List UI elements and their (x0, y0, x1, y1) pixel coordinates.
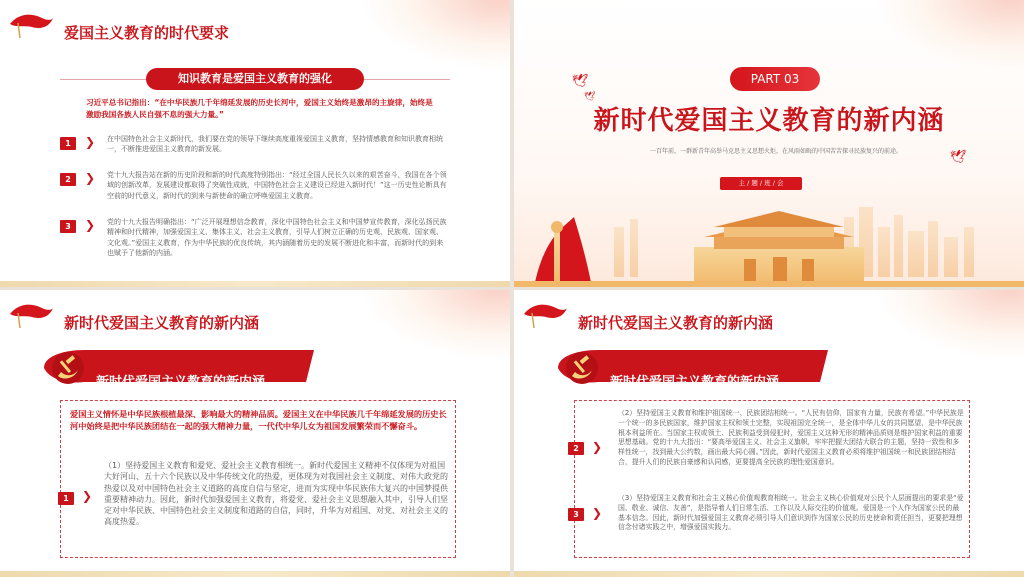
bottom-band (0, 281, 510, 287)
slide-title: 新时代爱国主义教育的新内涵 (64, 314, 260, 332)
part-label: PART 03 (730, 67, 820, 91)
dove-icon: 🕊 (572, 74, 589, 89)
item-text: 党十九大报告站在新的历史阶段和新的时代高度特别指出：“经过全国人民长久以来的艰苦奋斗，我国在各个领域的创新改革，发展建设都取得了突破性成就，中国特色社会主义建设已经进入新时代！”这一历史性论断具有空前的时代意义，新时代的到来与新使命的确立呼唤爱国主义教育。 (107, 171, 447, 200)
bottom-band (514, 571, 1024, 577)
item-text: 党的十九大报告明确指出：“广泛开展理想信念教育，深化中国特色社会主义和中国梦宣传教育，深化弘扬民族精神和时代精神，加强爱国主义、集体主义、社会主义教育，引导人们树立正确的历史观、民族观、国家观、文化观。”爱国主义教育，作为中华民族的优良传统，其内涵随着历史的发展不断进化和丰富，而新时代的到来也赋予了他新的内涵。 (107, 218, 447, 258)
dove-icon: 🕊 (584, 92, 596, 102)
chevron-right-icon: ❯ (85, 135, 96, 149)
number-badge: 2 (568, 442, 584, 455)
slide-3[interactable] (0, 290, 510, 577)
dove-icon: 🕊 (950, 150, 967, 165)
number-badge: 1 (58, 492, 74, 505)
section-pill: 知识教育是爱国主义教育的强化 (146, 68, 364, 90)
red-flag-icon (8, 10, 54, 40)
slide-2[interactable] (514, 0, 1024, 287)
number-badge: 1 (60, 137, 76, 150)
lead-text: 爱国主义情怀是中华民族根植最深、影响最大的精神品质。爱国主义在中华民族几千年绵延发展的历史长河中始终是把中华民族团结在一起的强大精神力量，一代代中华儿女为祖国发展繁荣而不懈奋斗。 (70, 409, 447, 431)
number-badge: 3 (60, 220, 76, 233)
chevron-right-icon: ❯ (82, 489, 93, 503)
slide-title: 爱国主义教育的时代要求 (64, 24, 230, 42)
chevron-right-icon: ❯ (592, 506, 603, 520)
item-text: 在中国特色社会主义新时代，我们要在党的领导下继续高度重视爱国主义教育，坚持情感教育和知识教育相统一，不断推进爱国主义教育的新发展。 (107, 135, 443, 154)
description-text: 一百年前，一群新青年高举马克思主义思想火炬，在风雨如晦的中国苦苦探寻民族复兴的前途。 (649, 148, 902, 155)
paragraph-text: （1）坚持爱国主义教育和爱党、爱社会主义教育相统一。新时代爱国主义精神不仅体现为对祖国大好河山、五十六个民族以及中华传统文化的热爱，更体现为对我国社会主义制度、对伟大政党的热爱以及对中国特色社会主义道路的高度自信与坚定，进而为实现中华民族伟大复兴的中国梦提供重要精神动力。因此，新时代加强爱国主义教育，将爱党、爱社会主义思想融入其中，引导人们坚定对中华民族、中国特色社会主义制度和道路的自信，同时，升华为对祖国、对党、对社会主义的高度热爱。 (104, 461, 448, 527)
paragraph-text: （2）坚持爱国主义教育和维护祖国统一、民族团结相统一。“人民有信仰，国家有力量，民族有希望。”中华民族是一个统一的多民族国家，维护国家主权和领土完整，实现祖国完全统一，是全体中华儿女的共同愿望，是中华民族根本利益所在。当国家主权或领土、民族利益受到侵犯时，爱国主义这种无形的精神品质则是维护国家利益的重要思想基础。党的十九大指出：“要高举爱国主义、社会主义旗帜，牢牢把握大团结大联合的主题，坚持一致性和多样性统一，找到最大公约数，画出最大同心圆。”因此，新时代爱国主义教育必须将维护祖国统一和民族团结相结合，提升人们的民族自豪感和认同感，更要提高全民族的理性爱国意识。 (618, 409, 964, 466)
chevron-right-icon: ❯ (592, 440, 603, 454)
number-badge: 3 (568, 508, 584, 521)
slide-title: 新时代爱国主义教育的新内涵 (578, 314, 774, 332)
quote-text: 习近平总书记指出：“在中华民族几千年绵延发展的历史长河中，爱国主义始终是激昂的主旋律，始终是激励我国各族人民自强不息的强大力量。” (86, 98, 433, 119)
red-flag-icon (8, 300, 54, 330)
corner-decoration (360, 290, 510, 360)
bottom-band (0, 571, 510, 577)
slide-title: 新时代爱国主义教育的新内涵 (593, 106, 945, 136)
corner-decoration (360, 0, 510, 70)
banner-title: 新时代爱国主义教育的新内涵 (610, 375, 780, 390)
tiananmen-skyline-icon (514, 197, 1024, 287)
slide-4[interactable] (514, 290, 1024, 577)
chevron-right-icon: ❯ (85, 171, 96, 185)
theme-tag: 主 / 题 / 班 / 会 (720, 177, 802, 190)
red-flag-icon (522, 300, 568, 330)
chevron-right-icon: ❯ (85, 218, 96, 232)
banner-title: 新时代爱国主义教育的新内涵 (96, 375, 266, 390)
number-badge: 2 (60, 173, 76, 186)
corner-decoration (874, 290, 1024, 360)
paragraph-text: （3）坚持爱国主义教育和社会主义核心价值观教育相统一。社会主义核心价值观对公民个人层面提出的要求是“爱国、敬业、诚信、友善”，是指导着人们日常生活、工作以及人际交往的价值观。爱国是一个人作为国家公民的最基本信念。因此，新时代加强爱国主义教育必须引导人们意识到作为国家公民的历史使命和责任担当，更要把理想信念付诸实践之中，增强爱国实践力。 (618, 494, 964, 532)
corner-decoration (874, 0, 1024, 70)
slide-1[interactable] (0, 0, 510, 287)
